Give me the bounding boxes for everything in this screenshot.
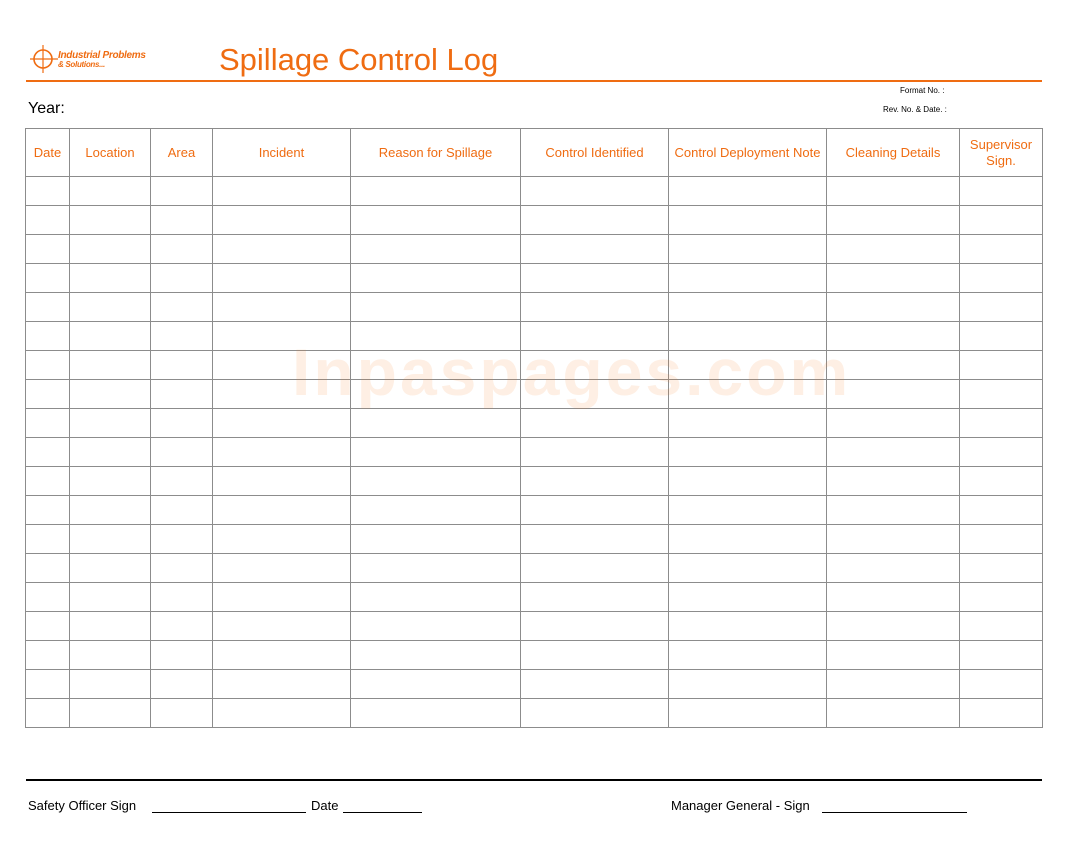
table-cell[interactable]: [669, 264, 827, 293]
format-no-label: Format No. :: [900, 86, 945, 95]
table-cell[interactable]: [351, 293, 521, 322]
table-cell[interactable]: [960, 467, 1043, 496]
table-cell[interactable]: [26, 322, 70, 351]
table-cell[interactable]: [960, 293, 1043, 322]
table-cell[interactable]: [151, 380, 213, 409]
table-cell[interactable]: [26, 583, 70, 612]
table-cell[interactable]: [151, 206, 213, 235]
table-cell[interactable]: [960, 583, 1043, 612]
table-cell[interactable]: [827, 264, 960, 293]
column-header-reason: Reason for Spillage: [351, 129, 521, 177]
table-cell[interactable]: [669, 496, 827, 525]
watermark: Inpaspages.com: [292, 335, 852, 409]
table-row: [26, 206, 1043, 235]
table-cell[interactable]: [960, 699, 1043, 728]
table-cell[interactable]: [351, 670, 521, 699]
table-row: [26, 554, 1043, 583]
table-cell[interactable]: [827, 409, 960, 438]
table-cell[interactable]: [151, 467, 213, 496]
table-cell[interactable]: [151, 438, 213, 467]
column-header-supervisor-sign: Supervisor Sign.: [960, 129, 1043, 177]
rev-no-date-label: Rev. No. & Date. :: [883, 105, 947, 114]
table-cell[interactable]: [70, 554, 151, 583]
table-cell[interactable]: [213, 467, 351, 496]
table-cell[interactable]: [70, 438, 151, 467]
table-cell[interactable]: [70, 206, 151, 235]
table-cell[interactable]: [213, 409, 351, 438]
table-row: [26, 525, 1043, 554]
table-cell[interactable]: [521, 583, 669, 612]
table-cell[interactable]: [26, 351, 70, 380]
table-cell[interactable]: [669, 699, 827, 728]
table-cell[interactable]: [151, 641, 213, 670]
table-row: [26, 467, 1043, 496]
table-cell[interactable]: [521, 293, 669, 322]
table-cell[interactable]: [26, 235, 70, 264]
table-cell[interactable]: [70, 612, 151, 641]
table-cell[interactable]: [521, 554, 669, 583]
table-cell[interactable]: [26, 380, 70, 409]
table-cell[interactable]: [151, 583, 213, 612]
table-cell[interactable]: [669, 583, 827, 612]
table-cell[interactable]: [26, 409, 70, 438]
table-header-row: [26, 129, 1043, 177]
table-row: [26, 699, 1043, 728]
table-row: [26, 235, 1043, 264]
table-cell[interactable]: [521, 206, 669, 235]
table-cell[interactable]: [26, 641, 70, 670]
table-cell[interactable]: [70, 670, 151, 699]
logo-line-2: & Solutions...: [58, 60, 105, 69]
date-label: Date: [311, 798, 339, 813]
table-cell[interactable]: [960, 351, 1043, 380]
table-cell[interactable]: [351, 699, 521, 728]
table-cell[interactable]: [827, 438, 960, 467]
table-cell[interactable]: [827, 554, 960, 583]
table-cell[interactable]: [70, 467, 151, 496]
table-cell[interactable]: [351, 438, 521, 467]
table-cell[interactable]: [213, 583, 351, 612]
table-cell[interactable]: [213, 641, 351, 670]
table-cell[interactable]: [70, 351, 151, 380]
column-header-control-deployment: Control Deployment Note: [669, 129, 827, 177]
table-cell[interactable]: [827, 699, 960, 728]
table-cell[interactable]: [213, 293, 351, 322]
table-cell[interactable]: [26, 438, 70, 467]
table-cell[interactable]: [70, 641, 151, 670]
table-cell[interactable]: [151, 525, 213, 554]
company-logo: [28, 44, 153, 74]
table-cell[interactable]: [521, 438, 669, 467]
manager-general-sign-label: Manager General - Sign: [671, 798, 810, 813]
table-cell[interactable]: [151, 670, 213, 699]
table-cell[interactable]: [26, 264, 70, 293]
safety-officer-sign-label: Safety Officer Sign: [28, 798, 137, 813]
table-cell[interactable]: [70, 293, 151, 322]
table-cell[interactable]: [521, 525, 669, 554]
table-row: [26, 496, 1043, 525]
table-cell[interactable]: [960, 612, 1043, 641]
table-cell[interactable]: [827, 525, 960, 554]
column-header-cleaning-details: Cleaning Details: [827, 129, 960, 177]
table-body: [26, 177, 1043, 728]
table-cell[interactable]: [151, 235, 213, 264]
year-label: Year:: [28, 100, 65, 117]
table-cell[interactable]: [70, 380, 151, 409]
table-cell[interactable]: [70, 496, 151, 525]
column-header-date: Date: [26, 129, 70, 177]
table-cell[interactable]: [960, 206, 1043, 235]
table-cell[interactable]: [669, 438, 827, 467]
table-cell[interactable]: [669, 670, 827, 699]
table-cell[interactable]: [351, 525, 521, 554]
table-cell[interactable]: [521, 699, 669, 728]
page-title: Spillage Control Log: [219, 42, 499, 77]
table-row: [26, 409, 1043, 438]
table-cell[interactable]: [213, 699, 351, 728]
table-cell[interactable]: [669, 641, 827, 670]
header-divider: [26, 80, 1042, 82]
table-cell[interactable]: [521, 670, 669, 699]
table-cell[interactable]: [26, 554, 70, 583]
footer-divider: [26, 779, 1042, 781]
table-cell[interactable]: [827, 670, 960, 699]
table-cell[interactable]: [213, 206, 351, 235]
table-cell[interactable]: [213, 525, 351, 554]
logo-line-1: Industrial Problems: [58, 50, 146, 61]
table-cell[interactable]: [151, 496, 213, 525]
table-cell[interactable]: [827, 206, 960, 235]
table-cell[interactable]: [827, 293, 960, 322]
spillage-log-table: [25, 128, 1043, 728]
table-cell[interactable]: [669, 525, 827, 554]
table-cell[interactable]: [521, 177, 669, 206]
table-cell[interactable]: [351, 206, 521, 235]
table-cell[interactable]: [960, 641, 1043, 670]
date-line[interactable]: [343, 812, 422, 813]
table-cell[interactable]: [521, 641, 669, 670]
table-cell[interactable]: [827, 235, 960, 264]
table-cell[interactable]: [669, 293, 827, 322]
table-row: [26, 612, 1043, 641]
table-row: [26, 670, 1043, 699]
table-cell[interactable]: [351, 409, 521, 438]
table-cell[interactable]: [151, 264, 213, 293]
table-cell[interactable]: [827, 496, 960, 525]
table-cell[interactable]: [26, 467, 70, 496]
table-row: [26, 293, 1043, 322]
table-cell[interactable]: [960, 264, 1043, 293]
table-cell[interactable]: [213, 438, 351, 467]
table-cell[interactable]: [521, 264, 669, 293]
table-cell[interactable]: [351, 641, 521, 670]
table-cell[interactable]: [151, 612, 213, 641]
table-cell[interactable]: [521, 496, 669, 525]
table-cell[interactable]: [351, 467, 521, 496]
table-cell[interactable]: [351, 177, 521, 206]
table-cell[interactable]: [151, 699, 213, 728]
table-cell[interactable]: [213, 554, 351, 583]
table-cell[interactable]: [960, 380, 1043, 409]
table-row: [26, 583, 1043, 612]
table-cell[interactable]: [70, 583, 151, 612]
table-cell[interactable]: [26, 525, 70, 554]
table-cell[interactable]: [70, 235, 151, 264]
table-cell[interactable]: [960, 496, 1043, 525]
table-cell[interactable]: [351, 235, 521, 264]
table-cell[interactable]: [70, 525, 151, 554]
table-cell[interactable]: [669, 235, 827, 264]
table-row: [26, 438, 1043, 467]
table-cell[interactable]: [213, 235, 351, 264]
table-row: [26, 641, 1043, 670]
table-cell[interactable]: [351, 496, 521, 525]
column-header-incident: Incident: [213, 129, 351, 177]
table-row: [26, 264, 1043, 293]
table-cell[interactable]: [213, 264, 351, 293]
table-cell[interactable]: [26, 496, 70, 525]
table-cell[interactable]: [70, 264, 151, 293]
table-cell[interactable]: [960, 409, 1043, 438]
table-cell[interactable]: [827, 177, 960, 206]
table-cell[interactable]: [151, 177, 213, 206]
table-cell[interactable]: [26, 206, 70, 235]
table-cell[interactable]: [669, 467, 827, 496]
table-cell[interactable]: [26, 670, 70, 699]
table-cell[interactable]: [960, 177, 1043, 206]
safety-officer-sign-line[interactable]: [152, 812, 306, 813]
table-cell[interactable]: [960, 670, 1043, 699]
table-cell[interactable]: [213, 496, 351, 525]
table-cell[interactable]: [151, 322, 213, 351]
table-cell[interactable]: [70, 322, 151, 351]
table-cell[interactable]: [213, 177, 351, 206]
column-header-location: Location: [70, 129, 151, 177]
crosshair-icon: [28, 44, 60, 74]
table-row: [26, 177, 1043, 206]
column-header-control-identified: Control Identified: [521, 129, 669, 177]
table-cell[interactable]: [26, 177, 70, 206]
table-cell[interactable]: [827, 641, 960, 670]
table-cell[interactable]: [960, 525, 1043, 554]
table-cell[interactable]: [669, 612, 827, 641]
table-cell[interactable]: [70, 409, 151, 438]
table-cell[interactable]: [669, 409, 827, 438]
table-cell[interactable]: [669, 554, 827, 583]
table-cell[interactable]: [351, 264, 521, 293]
table-cell[interactable]: [960, 235, 1043, 264]
table-cell[interactable]: [151, 409, 213, 438]
table-cell[interactable]: [960, 322, 1043, 351]
column-header-area: Area: [151, 129, 213, 177]
table-cell[interactable]: [151, 293, 213, 322]
table-cell[interactable]: [521, 612, 669, 641]
table-cell[interactable]: [351, 583, 521, 612]
table-cell[interactable]: [70, 699, 151, 728]
table-cell[interactable]: [351, 612, 521, 641]
table-cell[interactable]: [213, 670, 351, 699]
table-cell[interactable]: [669, 206, 827, 235]
table-cell[interactable]: [26, 293, 70, 322]
table-cell[interactable]: [521, 235, 669, 264]
table-cell[interactable]: [70, 177, 151, 206]
manager-general-sign-line[interactable]: [822, 812, 967, 813]
table-cell[interactable]: [669, 177, 827, 206]
table-cell[interactable]: [213, 612, 351, 641]
table-cell[interactable]: [351, 554, 521, 583]
table-cell[interactable]: [26, 612, 70, 641]
table-cell[interactable]: [521, 409, 669, 438]
table-cell[interactable]: [521, 467, 669, 496]
table-cell[interactable]: [960, 438, 1043, 467]
table-cell[interactable]: [151, 351, 213, 380]
table-cell[interactable]: [960, 554, 1043, 583]
table-cell[interactable]: [26, 699, 70, 728]
table-cell[interactable]: [827, 467, 960, 496]
table-cell[interactable]: [151, 554, 213, 583]
table-cell[interactable]: [827, 612, 960, 641]
table-cell[interactable]: [827, 583, 960, 612]
